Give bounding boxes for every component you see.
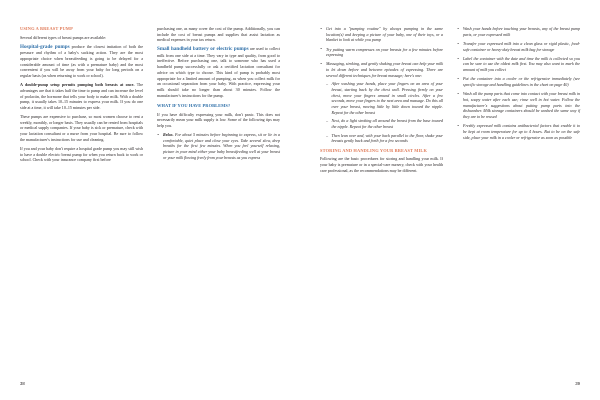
list-item-text: There are several different techniques for breast massage; here's one: <box>326 67 444 78</box>
paragraph-storing-intro: Following are the basic procedures for storing and handling your milk. If your baby is premature or in a special-care nursery, check with your health care professional, as the recommendations may be different. <box>320 156 443 173</box>
list-item-text: by always pumping in the same location(s) and keeping a picture of your baby, one of their toys, or a blanket to look at while you pump <box>326 26 443 43</box>
list-item-lead: Massaging, stroking, and gently shaking your breast can help your milk to let down before and between episodes of expressing. <box>326 61 443 73</box>
paragraph-purchasing-continued: purchasing one, as many cover the cost of the pump. Additionally, you can include the cost of breast pumps and supplies that assist lactation as medical expenses in your tax return. <box>157 26 280 43</box>
right-page <box>300 0 600 400</box>
paragraph-insurance: If you and your baby don't require a hospital grade pump you may still wish to have a double electric breast pump for when you return back to work or school. Check with your insurance company first before <box>20 145 144 163</box>
left-column-1 <box>20 26 143 364</box>
list-item-lead: Relax. <box>163 131 174 137</box>
paragraph-double-pump-text: The advantages are that it takes half the time to pump and can increase the level of prolactin, the hormone that tells your body to make milk. With a double pump, it usually takes 10–15 minutes to express your milk. If you do one side at a time, it will take 10–15 minutes per side. <box>20 82 143 110</box>
list-item-text: For about 5 minutes before beginning to express, sit or lie in a comfortable, quiet place and close your eyes. Take several slow, deep breaths for the first few minutes. When you feel yourself relaxing, picture in your mind either your baby breastfeeding well at your breast or your milk flowing freely from your breasts as you express <box>163 131 280 160</box>
right-page-columns <box>320 26 580 364</box>
paragraph-hospital-grade-pumps-text: produce the closest imitation of both the pressure and rhythm of a baby's sucking action. They are the most appropriate choice when breastfeeding is going to be delayed for a considerable amount of time (as with a premature baby) and the most convenient if you will be away from your baby for long periods on a regular basis (as when returning to work or school). <box>20 43 143 79</box>
list-item <box>320 61 443 144</box>
list-item <box>320 26 443 43</box>
subheading-what-if-you-have-problems: WHAT IF YOU HAVE PROBLEMS? <box>157 102 231 108</box>
right-column-1 <box>320 26 443 364</box>
list-item <box>457 56 580 73</box>
list-item-lead: Transfer your expressed milk into a clean glass or rigid plastic, food-safe container or heavy-duty breast milk bag for storage <box>463 40 580 52</box>
paragraph-intro: Several different types of breast pumps are available: <box>20 34 107 40</box>
section-heading-storing-and-handling: STORING AND HANDLING YOUR BREAST MILK <box>320 147 428 153</box>
lead-double-pump-setup: A double-pump setup permits pumping both breasts at once. <box>20 82 135 88</box>
list-item-lead: Wash your hands before touching your breasts, any of the breast pump parts, or your expressed milk <box>463 26 580 37</box>
list-item-lead: Label the container with the date and time the milk is collected so you can be sure to use the oldest milk first. You may also want to mark the amount of milk you collect <box>463 55 580 73</box>
subheading-small-handheld-battery-or-electric-pumps: Small handheld battery or electric pumps <box>157 46 249 53</box>
breast-massage-steps <box>326 81 443 144</box>
tips-list-right-1 <box>320 26 443 144</box>
list-item: – Next, do a light stroking all around the breast from the base toward the nipple. Repeat for the other breast <box>326 118 443 129</box>
paragraph-rental: These pumps are expensive to purchase, so most women choose to rent a weekly, monthly, or longer basis. They usually can be rented from hospitals or medical supply companies. If your baby is sick or premature, check with your lactation consultant or a nurse from your hospital. Be sure to follow the manufacturer's instructions for use and cleaning. <box>20 113 143 142</box>
list-item <box>457 26 580 37</box>
list-item <box>457 91 580 120</box>
right-column-2 <box>457 26 580 364</box>
list-item-lead: Get into a "pumping routine" <box>326 26 381 31</box>
list-item <box>320 47 443 58</box>
page-number-right: 39 <box>575 381 580 386</box>
page-gutter <box>300 0 301 400</box>
tips-list-left <box>157 132 280 161</box>
paragraph-small-handheld-pumps-text: are used to collect milk from one side at a time. They vary in type and quality, from good to ineffective. Before purchasing one, talk to someone who has used a handheld pump successfully or ask a certified lactation consultant for advice on which type to choose. This kind of pump is probably most appropriate for a limited amount of pumping, as when you collect milk for an occasional separation from your baby. With practice, expressing your milk should take no longer than about 30 minutes. Follow the manufacturer's instructions for the pump. <box>157 46 280 98</box>
paragraph-small-handheld-pumps <box>157 46 280 98</box>
list-item-lead: Freshly expressed milk contains antibacterial factors that enable it to be kept at room temperature for up to 4 hours. But to be on the safe side, place your milk in a cooler or refrigerator as soon as possible <box>463 123 580 140</box>
list-item <box>457 76 580 87</box>
storage-guidelines-list <box>457 26 580 140</box>
list-item <box>157 132 280 161</box>
list-item-lead: Put the container into a cooler or the refrigerator immediately (see specific storage and handling guidelines in the chart on page 40) <box>463 76 580 88</box>
paragraph-difficulty-expressing: If you have difficulty expressing your milk, don't panic. This does not necessarily mean your milk supply is low. Some of the following tips may help you. <box>157 111 280 128</box>
left-page-columns <box>20 26 280 364</box>
list-item-lead: Wash all the pump parts that come into contact with your breast milk in hot, soapy water after each use; rinse well in hot water. Follow the manufacturer's suggestions about putting pump parts into the dishwasher. Milk storage containers should be washed the same way if they are to be reused <box>463 91 580 120</box>
page-number-left: 38 <box>20 381 25 386</box>
list-item <box>457 123 580 140</box>
list-item <box>457 41 580 52</box>
section-heading-using-a-breast-pump: USING A BREAST PUMP <box>20 26 73 31</box>
paragraph-hospital-grade-pumps <box>20 44 143 79</box>
list-item: – After washing your hands, place your fingers on an area of your breast, starting back by the chest wall. Pressing firmly on your chest, move your fingers around in small circles. After a few seconds, move your fingers to the next area and massage. Do this all over your breast, moving little by little down toward the nipple. Repeat for the other breast <box>326 81 443 115</box>
list-item-lead: Try putting warm compresses on your breasts for a few minutes before expressing <box>326 46 443 58</box>
paragraph-double-pump <box>20 82 143 111</box>
subheading-hospital-grade-pumps: Hospital-grade pumps <box>20 43 70 50</box>
left-column-2 <box>157 26 280 364</box>
list-item: – Then lean over and, with your back parallel to the floor, shake your breasts gently back and forth for a few seconds <box>326 133 443 144</box>
